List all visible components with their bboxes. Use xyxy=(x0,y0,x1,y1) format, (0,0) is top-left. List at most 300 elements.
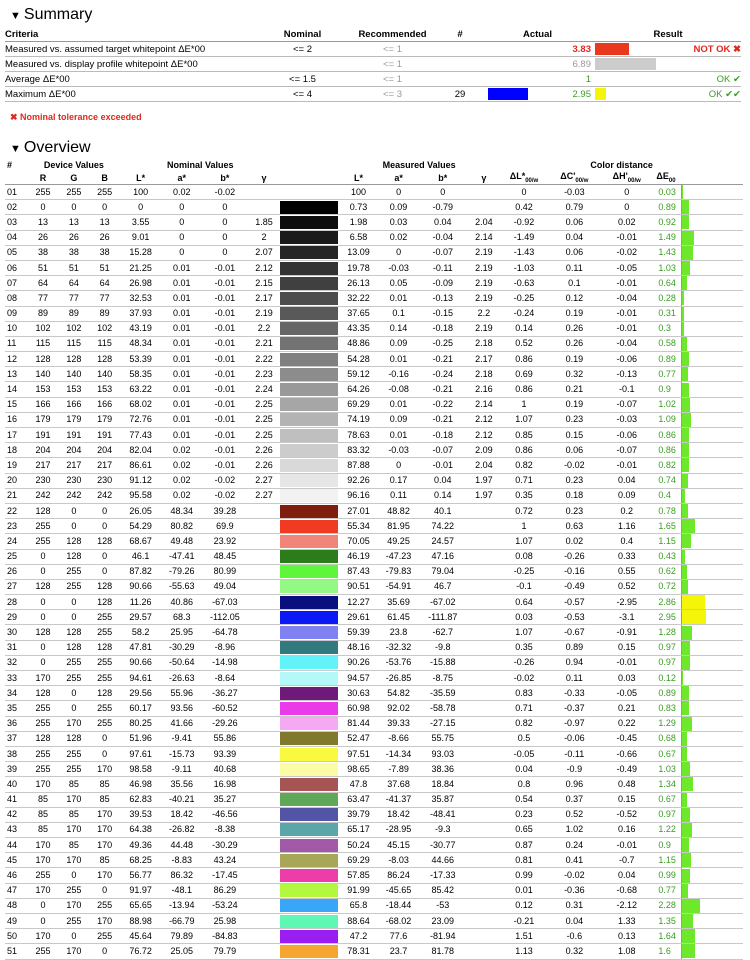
overview-row xyxy=(5,245,743,260)
device-r: 38 xyxy=(28,245,59,260)
nominal-b: -14.98 xyxy=(202,655,247,670)
measured-l: 26.13 xyxy=(338,276,379,291)
nominal-gamma xyxy=(248,914,281,929)
device-g: 255 xyxy=(58,671,89,686)
delta-h: 0.16 xyxy=(601,822,652,837)
delta-h: -0.05 xyxy=(601,686,652,701)
measured-gamma xyxy=(467,579,500,594)
nominal-l: 21.25 xyxy=(120,260,161,275)
measured-gamma: 2.16 xyxy=(467,382,500,397)
patch-swatch xyxy=(280,215,338,230)
device-g: 255 xyxy=(58,746,89,761)
device-r: 170 xyxy=(28,777,59,792)
summary-criteria: Measured vs. display profile whitepoint ΔE*00 xyxy=(5,57,260,72)
patch-swatch xyxy=(280,655,338,670)
patch-num: 46 xyxy=(5,868,28,883)
measured-a: -0.03 xyxy=(379,443,418,458)
delta-e: 0.9 xyxy=(652,382,681,397)
summary-criteria: Maximum ΔE*00 xyxy=(5,87,260,102)
measured-l: 87.88 xyxy=(338,458,379,473)
device-r: 0 xyxy=(28,595,59,610)
delta-h: -0.45 xyxy=(601,731,652,746)
device-g: 85 xyxy=(58,777,89,792)
collapse-triangle-icon[interactable]: ▼ xyxy=(10,10,21,22)
delta-e: 0.92 xyxy=(652,215,681,230)
device-b: 255 xyxy=(89,655,120,670)
nominal-gamma: 2.12 xyxy=(248,260,281,275)
measured-l: 63.47 xyxy=(338,792,379,807)
delta-l: 0.03 xyxy=(500,610,547,625)
measured-gamma: 1.97 xyxy=(467,473,500,488)
overview-row xyxy=(5,230,743,245)
patch-swatch xyxy=(280,549,338,564)
device-g: 0 xyxy=(58,868,89,883)
device-g: 255 xyxy=(58,762,89,777)
measured-a: 0 xyxy=(379,245,418,260)
device-b: 85 xyxy=(89,777,120,792)
overview-row xyxy=(5,762,743,777)
measured-a: -41.37 xyxy=(379,792,418,807)
measured-gamma xyxy=(467,807,500,822)
delta-e-bar-cell xyxy=(681,701,743,716)
actual-value-bar xyxy=(595,88,606,100)
delta-c: 0.21 xyxy=(548,382,601,397)
delta-e: 0.62 xyxy=(652,564,681,579)
device-r: 140 xyxy=(28,367,59,382)
patch-swatch xyxy=(280,428,338,443)
delta-e-bar xyxy=(682,869,690,883)
nominal-b: -36.27 xyxy=(202,686,247,701)
patch-num: 33 xyxy=(5,671,28,686)
measured-a: -18.44 xyxy=(379,898,418,913)
summary-row xyxy=(5,87,741,102)
measured-a: -47.23 xyxy=(379,549,418,564)
patch-num: 26 xyxy=(5,564,28,579)
col-recommended: Recommended xyxy=(345,28,440,42)
measured-b: 0.04 xyxy=(418,215,467,230)
actual-value-bar xyxy=(595,43,629,55)
nominal-b: -30.29 xyxy=(202,838,247,853)
patch-swatch xyxy=(280,868,338,883)
measured-a: 61.45 xyxy=(379,610,418,625)
device-g: 0 xyxy=(58,503,89,518)
delta-h: -2.95 xyxy=(601,595,652,610)
device-g: 128 xyxy=(58,352,89,367)
patch-swatch xyxy=(280,488,338,503)
nominal-a: 86.32 xyxy=(161,868,202,883)
device-g: 140 xyxy=(58,367,89,382)
overview-heading[interactable]: ▼ Overview xyxy=(10,139,91,156)
measured-l: 47.2 xyxy=(338,929,379,944)
measured-gamma xyxy=(467,701,500,716)
delta-e-bar xyxy=(682,337,687,351)
delta-e: 0.28 xyxy=(652,291,681,306)
color-swatch xyxy=(280,474,338,487)
nominal-b: -0.01 xyxy=(202,306,247,321)
overview-row xyxy=(5,853,743,868)
patch-num: 51 xyxy=(5,944,28,959)
color-swatch xyxy=(280,611,338,624)
measured-l: 59.12 xyxy=(338,367,379,382)
color-swatch xyxy=(280,884,338,897)
delta-e: 0.58 xyxy=(652,336,681,351)
delta-e: 1.43 xyxy=(652,245,681,260)
device-b: 85 xyxy=(89,792,120,807)
delta-l: 0.85 xyxy=(500,428,547,443)
delta-e: 0.82 xyxy=(652,458,681,473)
measured-a: -32.32 xyxy=(379,640,418,655)
device-b: 255 xyxy=(89,701,120,716)
measured-gamma xyxy=(467,883,500,898)
delta-l: 1.07 xyxy=(500,534,547,549)
device-r: 128 xyxy=(28,503,59,518)
nominal-l: 94.61 xyxy=(120,671,161,686)
delta-e-bar-cell xyxy=(681,245,743,260)
color-swatch xyxy=(280,307,338,320)
patch-num: 12 xyxy=(5,352,28,367)
summary-hash xyxy=(440,42,480,57)
patch-num: 13 xyxy=(5,367,28,382)
patch-num: 38 xyxy=(5,746,28,761)
delta-e-bar-cell xyxy=(681,655,743,670)
patch-swatch xyxy=(280,731,338,746)
device-g: 166 xyxy=(58,397,89,412)
measured-b: -0.13 xyxy=(418,291,467,306)
patch-num: 41 xyxy=(5,792,28,807)
col-measured-gamma: γ xyxy=(467,171,500,185)
nominal-a: 0.01 xyxy=(161,382,202,397)
actual-value-bar xyxy=(595,58,656,70)
measured-b: 47.16 xyxy=(418,549,467,564)
delta-h: -0.52 xyxy=(601,807,652,822)
device-g: 191 xyxy=(58,428,89,443)
nominal-a: 93.56 xyxy=(161,701,202,716)
device-g: 64 xyxy=(58,276,89,291)
delta-c: -0.06 xyxy=(548,731,601,746)
delta-e-bar xyxy=(682,215,689,229)
measured-gamma xyxy=(467,777,500,792)
nominal-b: -0.01 xyxy=(202,260,247,275)
measured-a: 18.42 xyxy=(379,807,418,822)
col-num: # xyxy=(7,160,13,170)
measured-a: -28.95 xyxy=(379,822,418,837)
col-nominal-gamma: γ xyxy=(248,171,281,185)
measured-a: 0.09 xyxy=(379,200,418,215)
nominal-exceeded-note: ✖ Nominal tolerance exceeded xyxy=(10,112,142,122)
patch-swatch xyxy=(280,898,338,913)
device-g: 255 xyxy=(58,579,89,594)
measured-b: 79.04 xyxy=(418,564,467,579)
measured-b: 0.04 xyxy=(418,473,467,488)
device-r: 102 xyxy=(28,321,59,336)
delta-e: 0.89 xyxy=(652,352,681,367)
overview-row xyxy=(5,291,743,306)
nominal-b: 16.98 xyxy=(202,777,247,792)
delta-c: -0.03 xyxy=(548,185,601,200)
device-g: 128 xyxy=(58,640,89,655)
overview-row xyxy=(5,777,743,792)
delta-l: 0.86 xyxy=(500,443,547,458)
measured-a: 86.24 xyxy=(379,868,418,883)
summary-heading[interactable]: ▼ Summary xyxy=(10,6,93,23)
measured-gamma: 2.2 xyxy=(467,306,500,321)
measured-gamma xyxy=(467,640,500,655)
delta-e: 0.86 xyxy=(652,443,681,458)
measured-gamma xyxy=(467,746,500,761)
delta-c: 0.02 xyxy=(548,534,601,549)
nominal-l: 80.25 xyxy=(120,716,161,731)
nominal-b: 93.39 xyxy=(202,746,247,761)
patch-num: 08 xyxy=(5,291,28,306)
delta-l: -0.21 xyxy=(500,914,547,929)
measured-b: -35.59 xyxy=(418,686,467,701)
measured-a: 0 xyxy=(379,185,418,200)
delta-e-bar-cell xyxy=(681,367,743,382)
nominal-a: 0.02 xyxy=(161,473,202,488)
patch-swatch xyxy=(280,929,338,944)
nominal-b: 25.98 xyxy=(202,914,247,929)
color-swatch xyxy=(280,869,338,882)
patch-swatch xyxy=(280,944,338,959)
nominal-gamma: 2.19 xyxy=(248,306,281,321)
measured-a: 0.1 xyxy=(379,306,418,321)
delta-l: 0.81 xyxy=(500,853,547,868)
nominal-a: 0 xyxy=(161,245,202,260)
delta-l: 0.8 xyxy=(500,777,547,792)
delta-h: 0.4 xyxy=(601,534,652,549)
color-swatch xyxy=(280,322,338,335)
delta-e-bar-cell xyxy=(681,564,743,579)
delta-c: 0.06 xyxy=(548,215,601,230)
nominal-gamma xyxy=(248,731,281,746)
measured-b: -9.8 xyxy=(418,640,467,655)
delta-e-bar xyxy=(682,808,690,822)
col-delta-l: $\Delta L*_{00/w}$ xyxy=(500,171,547,185)
color-swatch xyxy=(280,292,338,305)
delta-e-bar-cell xyxy=(681,625,743,640)
nominal-gamma xyxy=(248,519,281,534)
nominal-a: 0.02 xyxy=(161,443,202,458)
device-g: 0 xyxy=(58,610,89,625)
device-r: 179 xyxy=(28,412,59,427)
measured-b: -0.09 xyxy=(418,276,467,291)
nominal-l: 11.26 xyxy=(120,595,161,610)
delta-e: 0.68 xyxy=(652,731,681,746)
nominal-gamma: 2 xyxy=(248,230,281,245)
nominal-a: -48.1 xyxy=(161,883,202,898)
delta-e: 1.03 xyxy=(652,762,681,777)
measured-gamma xyxy=(467,610,500,625)
device-r: 0 xyxy=(28,610,59,625)
patch-num: 49 xyxy=(5,914,28,929)
device-b: 140 xyxy=(89,367,120,382)
measured-b: -0.21 xyxy=(418,412,467,427)
device-b: 170 xyxy=(89,868,120,883)
delta-e-bar-cell xyxy=(681,306,743,321)
measured-b: -27.15 xyxy=(418,716,467,731)
overview-row xyxy=(5,701,743,716)
measured-b: -0.24 xyxy=(418,367,467,382)
measured-b: 55.75 xyxy=(418,731,467,746)
summary-table xyxy=(5,28,741,102)
nominal-gamma: 1.85 xyxy=(248,215,281,230)
patch-num: 05 xyxy=(5,245,28,260)
nominal-a: -50.64 xyxy=(161,655,202,670)
delta-e: 0.67 xyxy=(652,792,681,807)
measured-a: 0.01 xyxy=(379,397,418,412)
device-b: 217 xyxy=(89,458,120,473)
summary-recommended: <= 1 xyxy=(345,57,440,72)
patch-num: 40 xyxy=(5,777,28,792)
overview-row xyxy=(5,534,743,549)
overview-row xyxy=(5,838,743,853)
nominal-gamma xyxy=(248,853,281,868)
measured-b: -67.02 xyxy=(418,595,467,610)
device-r: 170 xyxy=(28,853,59,868)
delta-l: -0.05 xyxy=(500,746,547,761)
patch-num: 35 xyxy=(5,701,28,716)
device-b: 128 xyxy=(89,534,120,549)
delta-c: 0.23 xyxy=(548,473,601,488)
device-r: 153 xyxy=(28,382,59,397)
measured-gamma xyxy=(467,762,500,777)
delta-e-bar xyxy=(682,884,688,898)
measured-b: 0 xyxy=(418,185,467,200)
device-g: 170 xyxy=(58,898,89,913)
overview-row xyxy=(5,564,743,579)
patch-swatch xyxy=(280,336,338,351)
delta-e: 0.77 xyxy=(652,883,681,898)
overview-section xyxy=(5,137,745,960)
measured-a: -0.03 xyxy=(379,260,418,275)
device-b: 13 xyxy=(89,215,120,230)
measured-l: 0.73 xyxy=(338,200,379,215)
measured-b: -0.22 xyxy=(418,397,467,412)
overview-row xyxy=(5,792,743,807)
summary-criteria: Measured vs. assumed target whitepoint ΔE*00 xyxy=(5,42,260,57)
delta-l: 0 xyxy=(500,185,547,200)
nominal-l: 51.96 xyxy=(120,731,161,746)
nominal-l: 68.02 xyxy=(120,397,161,412)
measured-b: 23.09 xyxy=(418,914,467,929)
patch-num: 07 xyxy=(5,276,28,291)
delta-e: 0.3 xyxy=(652,321,681,336)
delta-e: 2.86 xyxy=(652,595,681,610)
delta-e: 1.15 xyxy=(652,534,681,549)
delta-l: 1 xyxy=(500,397,547,412)
nominal-b: -17.45 xyxy=(202,868,247,883)
nominal-l: 90.66 xyxy=(120,579,161,594)
measured-l: 87.43 xyxy=(338,564,379,579)
color-swatch xyxy=(280,854,338,867)
measured-a: 0.01 xyxy=(379,352,418,367)
delta-l: 0.12 xyxy=(500,898,547,913)
color-swatch xyxy=(280,930,338,943)
nominal-b: -8.96 xyxy=(202,640,247,655)
delta-h: -0.68 xyxy=(601,883,652,898)
measured-l: 37.65 xyxy=(338,306,379,321)
summary-result: OK ✔✔ xyxy=(681,87,741,102)
delta-e-bar-cell xyxy=(681,185,743,200)
measured-gamma: 2.14 xyxy=(467,397,500,412)
patch-num: 28 xyxy=(5,595,28,610)
nominal-a: 0 xyxy=(161,215,202,230)
delta-c: 0.31 xyxy=(548,898,601,913)
patch-swatch xyxy=(280,701,338,716)
nominal-b: -8.64 xyxy=(202,671,247,686)
nominal-b: 48.45 xyxy=(202,549,247,564)
delta-e-bar xyxy=(682,580,688,594)
measured-gamma xyxy=(467,671,500,686)
measured-l: 69.29 xyxy=(338,853,379,868)
delta-l: 0.52 xyxy=(500,336,547,351)
measured-l: 69.29 xyxy=(338,397,379,412)
patch-swatch xyxy=(280,367,338,382)
nominal-l: 39.53 xyxy=(120,807,161,822)
delta-c: -0.67 xyxy=(548,625,601,640)
delta-l: 0.82 xyxy=(500,716,547,731)
device-r: 255 xyxy=(28,519,59,534)
delta-h: 0.22 xyxy=(601,716,652,731)
color-swatch xyxy=(280,702,338,715)
summary-actual: 3.83 xyxy=(535,42,595,57)
overview-row xyxy=(5,352,743,367)
delta-l: -0.25 xyxy=(500,564,547,579)
nominal-gamma xyxy=(248,777,281,792)
device-r: 166 xyxy=(28,397,59,412)
nominal-gamma xyxy=(248,716,281,731)
delta-h: -0.66 xyxy=(601,746,652,761)
nominal-l: 29.56 xyxy=(120,686,161,701)
nominal-gamma: 2.22 xyxy=(248,352,281,367)
delta-e-bar xyxy=(682,610,706,624)
patch-swatch xyxy=(280,458,338,473)
measured-l: 19.78 xyxy=(338,260,379,275)
delta-c: 0.32 xyxy=(548,944,601,959)
device-b: 0 xyxy=(89,731,120,746)
device-b: 128 xyxy=(89,579,120,594)
patch-swatch xyxy=(280,883,338,898)
device-b: 77 xyxy=(89,291,120,306)
group-device-values: Device Values xyxy=(43,160,104,170)
col-g: G xyxy=(58,171,89,185)
collapse-triangle-icon[interactable]: ▼ xyxy=(10,143,21,155)
device-r: 255 xyxy=(28,701,59,716)
nominal-l: 64.38 xyxy=(120,822,161,837)
device-g: 255 xyxy=(58,914,89,929)
nominal-b: -46.56 xyxy=(202,807,247,822)
delta-h: 0.13 xyxy=(601,929,652,944)
device-r: 85 xyxy=(28,792,59,807)
nominal-b: -0.01 xyxy=(202,382,247,397)
delta-h: -0.01 xyxy=(601,458,652,473)
patch-num: 01 xyxy=(5,185,28,200)
delta-c: 0.06 xyxy=(548,245,601,260)
nominal-a: -47.41 xyxy=(161,549,202,564)
delta-l: -0.92 xyxy=(500,215,547,230)
measured-l: 54.28 xyxy=(338,352,379,367)
patch-num: 25 xyxy=(5,549,28,564)
nominal-b: -0.02 xyxy=(202,473,247,488)
nominal-b: -0.01 xyxy=(202,367,247,382)
measured-l: 64.26 xyxy=(338,382,379,397)
color-swatch xyxy=(280,353,338,366)
delta-e-bar-cell xyxy=(681,428,743,443)
nominal-b: 86.29 xyxy=(202,883,247,898)
measured-b: -30.77 xyxy=(418,838,467,853)
nominal-a: -9.41 xyxy=(161,731,202,746)
nominal-l: 3.55 xyxy=(120,215,161,230)
